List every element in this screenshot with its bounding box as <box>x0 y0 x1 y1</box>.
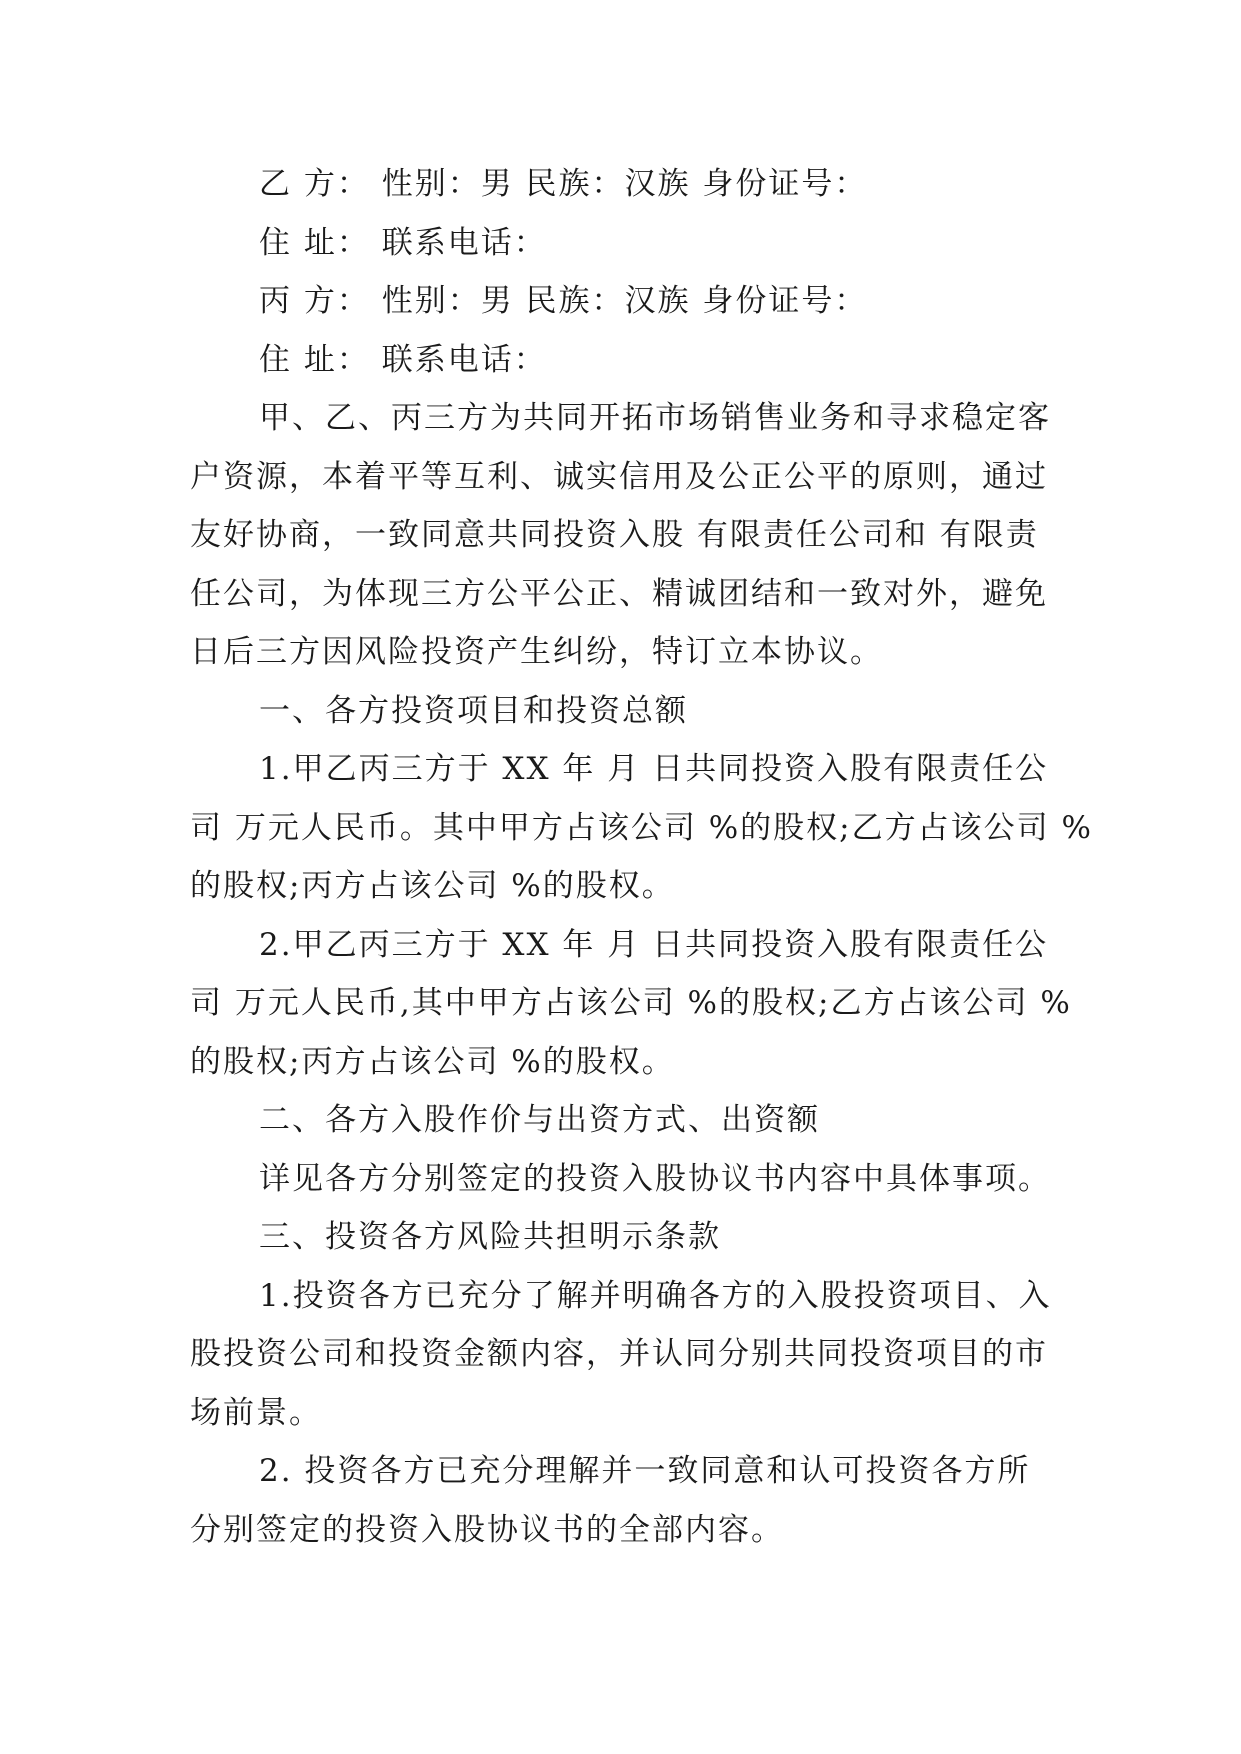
section-heading-2: 二、各方入股作价与出资方式、出资额 <box>259 1102 820 1138</box>
section-2-body-line: 详见各方分别签定的投资入股协议书内容中具体事项。 <box>259 1160 1051 1197</box>
preamble-line: 友好协商，一致同意共同投资入股 有限责任公司和 有限责 <box>190 517 1039 553</box>
section-heading-3: 三、投资各方风险共担明示条款 <box>259 1219 721 1255</box>
clause-3-1-line: 股投资公司和投资金额内容，并认同分别共同投资项目的市 <box>190 1336 1048 1372</box>
clause-1-1-line: 1.甲乙丙三方于 XX 年 月 日共同投资入股有限责任公 <box>259 751 1049 787</box>
party-b-address-line: 住 址： 联系电话： <box>259 224 547 261</box>
clause-1-2-line: 2.甲乙丙三方于 XX 年 月 日共同投资入股有限责任公 <box>259 926 1049 963</box>
party-c-info-line: 丙 方： 性别：男 民族：汉族 身份证号： <box>259 283 868 319</box>
clause-3-1-line: 场前景。 <box>190 1394 322 1431</box>
clause-1-2-line: 司 万元人民币,其中甲方占该公司 %的股权;乙方占该公司 % <box>190 985 1072 1021</box>
clause-3-2-line: 2. 投资各方已充分理解并一致同意和认可投资各方所 <box>259 1453 1031 1489</box>
party-b-info-line: 乙 方： 性别：男 民族：汉族 身份证号： <box>259 166 868 202</box>
preamble-line: 甲、乙、丙三方为共同开拓市场销售业务和寻求稳定客 <box>259 400 1051 436</box>
clause-1-1-line: 的股权;丙方占该公司 %的股权。 <box>190 868 675 904</box>
preamble-line: 日后三方因风险投资产生纠纷，特订立本协议。 <box>190 634 883 670</box>
clause-1-1-line: 司 万元人民币。其中甲方占该公司 %的股权;乙方占该公司 % <box>190 809 1093 846</box>
clause-3-1-line: 1.投资各方已充分了解并明确各方的入股投资项目、入 <box>259 1277 1052 1314</box>
clause-1-2-line: 的股权;丙方占该公司 %的股权。 <box>190 1043 675 1080</box>
section-heading-1: 一、各方投资项目和投资总额 <box>259 692 688 729</box>
clause-3-2-line: 分别签定的投资入股协议书的全部内容。 <box>190 1511 784 1548</box>
document-page <box>190 155 1093 1559</box>
party-c-address-line: 住 址： 联系电话： <box>259 341 547 378</box>
preamble-line: 户资源，本着平等互利、诚实信用及公正公平的原则，通过 <box>190 458 1048 495</box>
preamble-line: 任公司，为体现三方公平公正、精诚团结和一致对外，避免 <box>190 575 1048 612</box>
